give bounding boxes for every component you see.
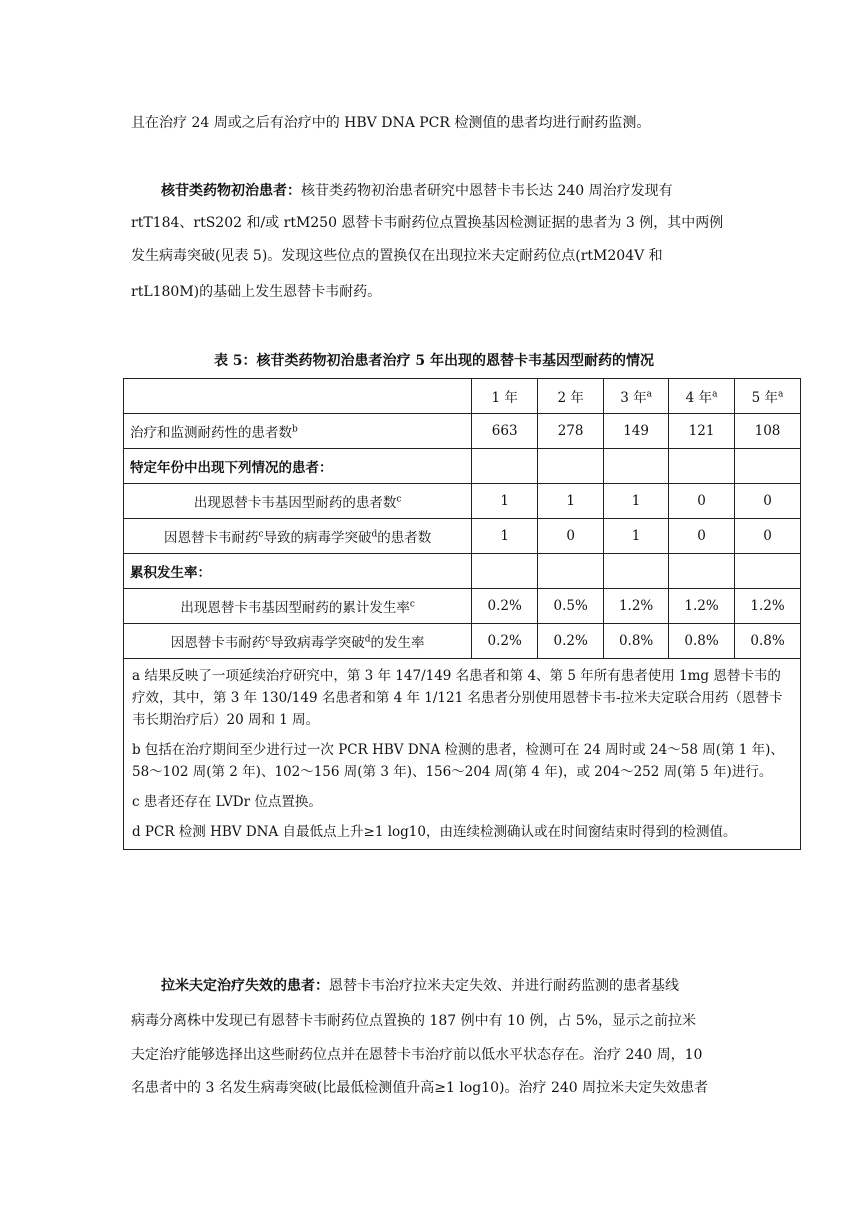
footnote-c: c 患者还存在 LVDr 位点置换。 (132, 794, 322, 810)
table-cell: 0 (669, 484, 735, 519)
table-cell: 0.2% (472, 624, 538, 659)
table-cell: 1.2% (604, 589, 669, 624)
table-cell: 1 (604, 484, 669, 519)
table-footnotes (124, 659, 801, 850)
footnote-d: d PCR 检测 HBV DNA 自最低点上升≥1 log10，由连续检测确认或在时间窗结束时得到的检测值。 (132, 824, 737, 840)
naive-heading: 核苷类药物初治患者： (161, 183, 301, 199)
table-cell: 278 (538, 414, 604, 449)
header-year-5: 5 年$^a$ (735, 379, 801, 414)
lam-heading: 拉米夫定治疗失效的患者： (161, 978, 329, 994)
table-cell: 0 (735, 484, 801, 519)
footnote-b: b 包括在治疗期间至少进行过一次 PCR HBV DNA 检测的患者，检测可在 24 周时或 24～58 周(第 1 年)、58～102 周(第 2 年)、102～156 周(第 3 年)、156～204 周(第 4 年)，或 204～252 周(第 5 年)进行。 (132, 742, 784, 780)
naive-line1-text: 核苷类药物初治患者研究中恩替卡韦长达 240 周治疗发现有 (301, 183, 673, 199)
naive-paragraph-line4: rtL180M)的基础上发生恩替卡韦耐药。 (131, 284, 382, 300)
lam-paragraph-line1 (161, 976, 679, 996)
lam-paragraph-line3: 夫定治疗能够选择出这些耐药位点并在恩替卡韦治疗前以低水平状态存在。治疗 240 周，10 (131, 1047, 703, 1063)
header-year-3: 3 年$^a$ (604, 379, 669, 414)
table-row (124, 484, 801, 519)
row-label-geno: 出现恩替卡韦基因型耐药的患者数$^c$ (124, 484, 472, 519)
table-row (124, 519, 801, 554)
lam-paragraph-line4: 名患者中的 3 名发生病毒突破(比最低检测值升高≥1 log10)。治疗 240 周拉米夫定失效患者 (131, 1080, 709, 1096)
row-label-monitored: 治疗和监测耐药性的患者数$^b$ (124, 414, 472, 449)
table-cell: 0.2% (538, 624, 604, 659)
naive-paragraph-line1 (161, 181, 673, 201)
table-notes-row (124, 659, 801, 850)
table-cell: 1 (472, 484, 538, 519)
naive-paragraph-line3: 发生病毒突破(见表 5)。发现这些位点的置换仅在出现拉米夫定耐药位点(rtM204V 和 (131, 248, 663, 264)
table-row (124, 624, 801, 659)
table-section-row (124, 554, 801, 589)
section-cumulative-label: 累积发生率： (124, 554, 472, 589)
table-cell: 1 (538, 484, 604, 519)
table-cell: 1.2% (669, 589, 735, 624)
table-cell: 121 (669, 414, 735, 449)
naive-paragraph-line2: rtT184、rtS202 和/或 rtM250 恩替卡韦耐药位点置换基因检测证据的患者为 3 例，其中两例 (131, 215, 724, 231)
table-cell: 108 (735, 414, 801, 449)
section-specific-label: 特定年份中出现下列情况的患者： (124, 449, 472, 484)
table-section-row (124, 449, 801, 484)
table-cell: 0.8% (669, 624, 735, 659)
table-cell: 0.2% (472, 589, 538, 624)
footnote-a: a 结果反映了一项延续治疗研究中，第 3 年 147/149 名患者和第 4、第 5 年所有患者使用 1mg 恩替卡韦的疗效，其中，第 3 年 130/149 名患者和第 4 年 1/121 名患者分别使用恩替卡韦-拉米夫定联合用药（恩替卡韦长期治疗后）20 周和 1 周。 (132, 668, 783, 728)
row-label-breakthrough: 因恩替卡韦耐药$^c$导致的病毒学突破$^d$的患者数 (124, 519, 472, 554)
table-cell: 1 (472, 519, 538, 554)
row-label-cum-breakthrough: 因恩替卡韦耐药$^c$导致病毒学突破$^d$的发生率 (124, 624, 472, 659)
row-label-cum-geno: 出现恩替卡韦基因型耐药的累计发生率$^c$ (124, 589, 472, 624)
table-cell: 0.8% (604, 624, 669, 659)
table-cell: 0.8% (735, 624, 801, 659)
header-empty-cell (124, 379, 472, 414)
table-cell: 1 (604, 519, 669, 554)
table-cell: 1.2% (735, 589, 801, 624)
table-cell: 149 (604, 414, 669, 449)
table-row (124, 589, 801, 624)
table-cell: 0 (538, 519, 604, 554)
lam-line1-text: 恩替卡韦治疗拉米夫定失效、并进行耐药监测的患者基线 (329, 978, 679, 994)
table-row (124, 414, 801, 449)
table-cell: 663 (472, 414, 538, 449)
header-year-2: 2 年 (538, 379, 604, 414)
table-cell: 0.5% (538, 589, 604, 624)
header-year-1: 1 年 (472, 379, 538, 414)
table5 (123, 378, 801, 850)
table-cell: 0 (735, 519, 801, 554)
lam-paragraph-line2: 病毒分离株中发现已有恩替卡韦耐药位点置换的 187 例中有 10 例，占 5%，显示之前拉米 (131, 1013, 696, 1029)
table-header-row (124, 379, 801, 414)
intro-line: 且在治疗 24 周或之后有治疗中的 HBV DNA PCR 检测值的患者均进行耐药监测。 (131, 115, 651, 131)
table5-caption: 表 5：核苷类药物初治患者治疗 5 年出现的恩替卡韦基因型耐药的情况 (213, 353, 655, 369)
header-year-4: 4 年$^a$ (669, 379, 735, 414)
table-cell: 0 (669, 519, 735, 554)
